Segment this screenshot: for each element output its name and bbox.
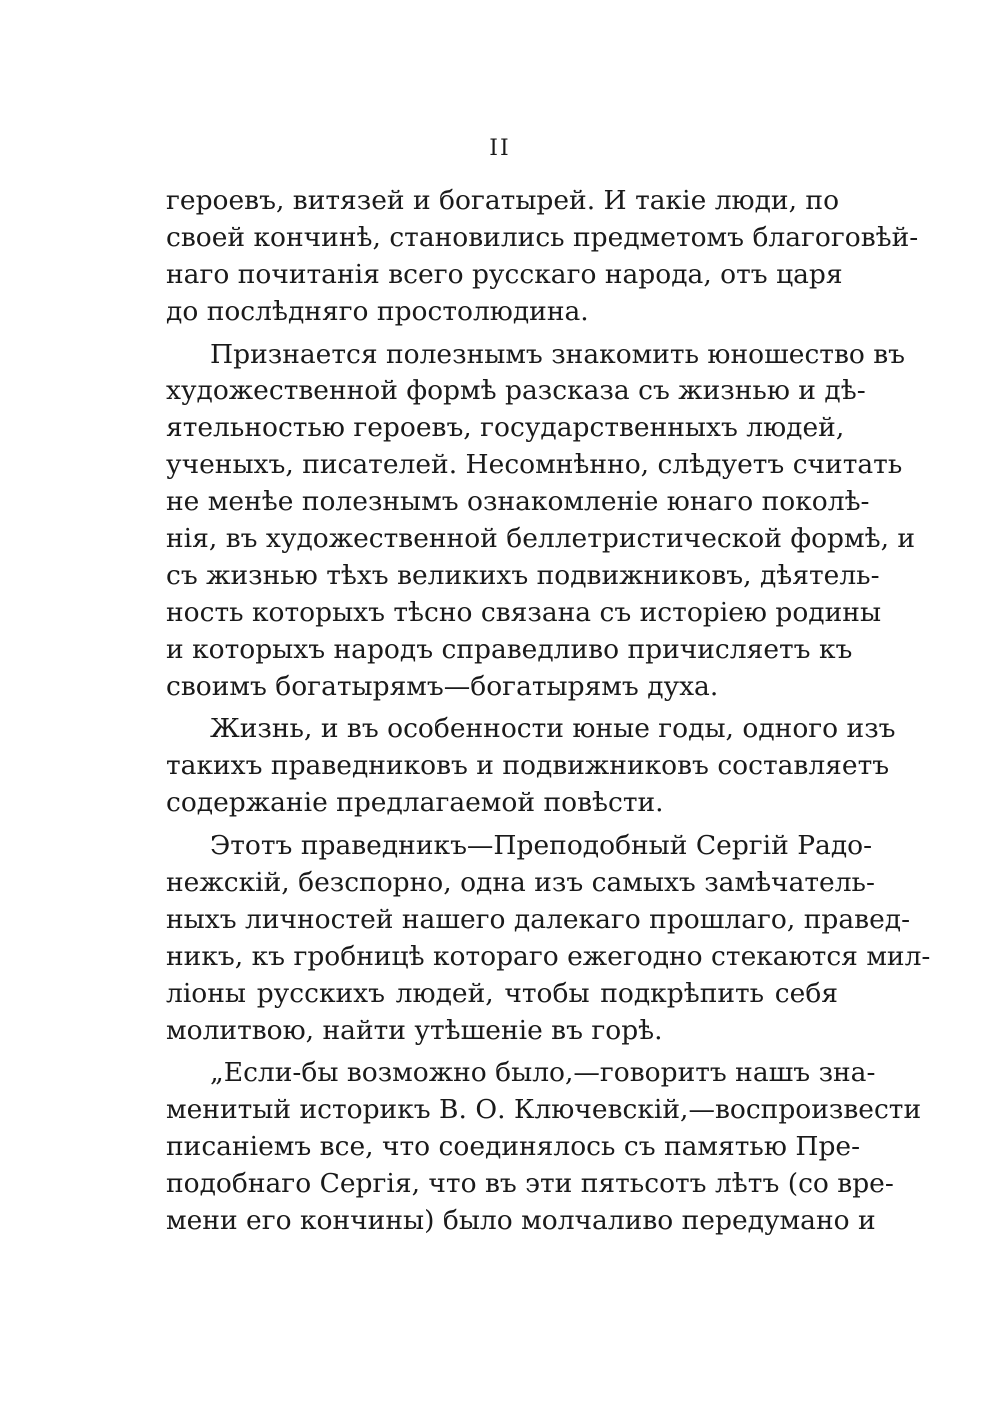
text-line: никъ, къ гробницѣ котораго ежегодно стекаются мил- (166, 940, 931, 972)
body-text (166, 183, 931, 1240)
text-line: нежскій, безспорно, одна изъ самыхъ замѣчатель- (166, 867, 875, 899)
text-line: съ жизнью тѣхъ великихъ подвижниковъ, дѣятель- (166, 559, 880, 591)
text-line: ность которыхъ тѣсно связана съ исторіею родины (166, 596, 882, 628)
text-line: художественной формѣ разсказа съ жизнью и дѣ- (166, 375, 866, 407)
text-line: писаніемъ все, что соединялось съ памятью Пре- (166, 1131, 861, 1163)
text-line: Жизнь, и въ особенности юные годы, одного изъ (210, 713, 896, 745)
text-line: не менѣе полезнымъ ознакомленіе юнаго поколѣ- (166, 486, 870, 518)
text-line: героевъ, витязей и богатырей. И такіе люди, по (166, 185, 840, 216)
text-line: мени его кончины) было молчаливо передумано и (166, 1205, 876, 1237)
text-line: ученыхъ, писателей. Несомнѣнно, слѣдуетъ считать (166, 449, 903, 481)
paragraph (166, 1055, 922, 1239)
text-line: ятельностью героевъ, государственныхъ людей, (166, 412, 845, 444)
paragraph (166, 711, 896, 822)
text-line: нія, въ художественной беллетристической формѣ, и (166, 523, 916, 555)
text-line: „Если-бы возможно было,—говоритъ нашъ зна- (210, 1057, 876, 1089)
text-line: Этотъ праведникъ—Преподобный Сергій Радо- (210, 830, 873, 862)
text-line: Признается полезнымъ знакомить юношество въ (210, 338, 906, 370)
text-line: наго почитанія всего русскаго народа, отъ царя (166, 258, 843, 290)
page-number: II (489, 136, 511, 161)
text-line: менитый историкъ В. О. Ключевскій,—воспроизвести (166, 1094, 922, 1126)
text-line: ліоны русскихъ людей, чтобы подкрѣпить себя (166, 977, 838, 1009)
text-line: молитвою, найти утѣшеніе въ горѣ. (166, 1014, 663, 1046)
paragraph (166, 337, 916, 706)
text-line: подобнаго Сергія, что въ эти пятьсотъ лѣтъ (со вре- (166, 1168, 894, 1200)
text-line: своей кончинѣ, становились предметомъ благоговѣй- (166, 221, 919, 253)
paragraph (166, 828, 931, 1049)
text-line: своимъ богатырямъ—богатырямъ духа. (166, 670, 719, 702)
paragraph (166, 183, 919, 331)
text-line: ныхъ личностей нашего далекаго прошлаго, правед- (166, 903, 911, 935)
text-line: до послѣдняго простолюдина. (166, 295, 589, 327)
text-line: и которыхъ народъ справедливо причисляетъ къ (166, 633, 853, 665)
text-line: содержаніе предлагаемой повѣсти. (166, 787, 664, 819)
text-line: такихъ праведниковъ и подвижниковъ составляетъ (166, 750, 890, 782)
